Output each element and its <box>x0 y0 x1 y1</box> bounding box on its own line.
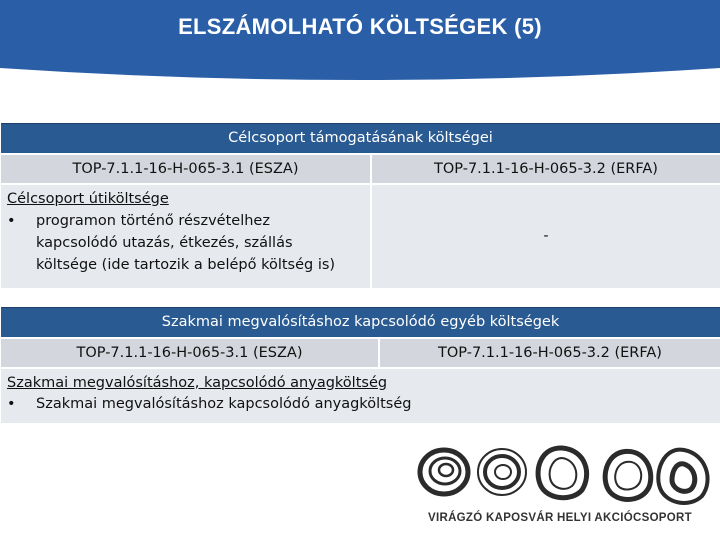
table2-col-erfa: TOP-7.1.1-16-H-065-3.2 (ERFA) <box>379 338 720 368</box>
material-bullet-text: Szakmai megvalósításhoz kapcsolódó anyagköltség <box>36 395 412 412</box>
travel-cost-title: Célcsoport útiköltsége <box>7 190 169 207</box>
target-group-cost-table <box>1 123 720 288</box>
banner-shape <box>0 0 720 80</box>
bullet-icon: • <box>7 395 16 412</box>
table1-esza-cell <box>1 184 371 288</box>
table1-header: Célcsoport támogatásának költségei <box>1 124 720 154</box>
material-cost-title: Szakmai megvalósításhoz, kapcsolódó anyagköltség <box>7 374 388 391</box>
travel-cost-bullet <box>7 210 364 276</box>
table1-col-esza: TOP-7.1.1-16-H-065-3.1 (ESZA) <box>1 154 371 184</box>
table2-col-esza: TOP-7.1.1-16-H-065-3.1 (ESZA) <box>1 338 379 368</box>
page-title: ELSZÁMOLHATÓ KÖLTSÉGEK (5) <box>178 14 542 39</box>
bullet-icon: • <box>7 212 16 229</box>
bullet-line-2: kapcsolódó utazás, étkezés, szállás <box>36 234 293 251</box>
table1-col-erfa: TOP-7.1.1-16-H-065-3.2 (ERFA) <box>371 154 720 184</box>
material-cost-bullet <box>7 394 714 415</box>
table2-header: Szakmai megvalósításhoz kapcsolódó egyéb költségek <box>1 308 720 338</box>
table2-body-cell <box>1 368 720 423</box>
logo-text: VIRÁGZÓ KAPOSVÁR HELYI AKCIÓCSOPORT <box>428 512 692 524</box>
table1-erfa-cell <box>371 184 720 288</box>
title-banner <box>0 0 720 80</box>
professional-cost-table <box>1 307 720 423</box>
bullet-line-3: költsége (ide tartozik a belépő költség is) <box>36 256 336 273</box>
empty-dash: - <box>543 228 549 244</box>
bullet-line-1: programon történő részvételhez <box>36 212 270 229</box>
